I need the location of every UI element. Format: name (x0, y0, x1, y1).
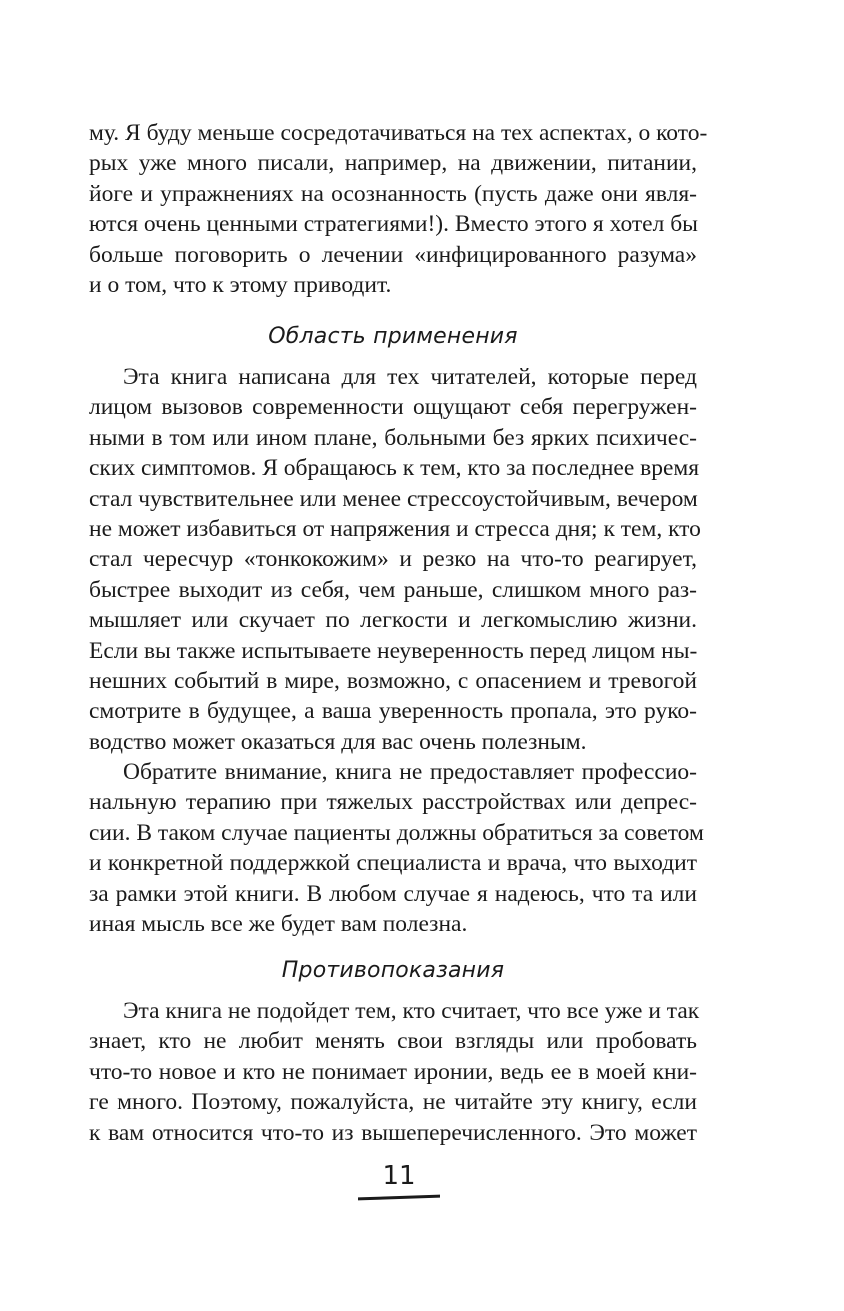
intro-paragraph (89, 118, 708, 300)
section-heading-scope: Область применения (268, 324, 518, 349)
text-line: к вам относится что-то из вышеперечисленного. Это может (89, 1119, 697, 1146)
text-line: иная мысль все же будет вам полезна. (89, 911, 468, 938)
text-line: ге много. Поэтому, пожалуйста, не читайте эту книгу, если (89, 1089, 697, 1116)
page-number-underline (358, 1195, 440, 1201)
text-line: рых уже много писали, например, на движении, питании, (89, 150, 697, 177)
text-line: не может избавиться от напряжения и стресса дня; к тем, кто (89, 516, 701, 543)
text-line: и конкретной поддержкой специалиста и врача, что выходит (89, 850, 697, 877)
text-line: Эта книга написана для тех читателей, которые перед (123, 364, 697, 390)
text-line: мышляет или скучает по легкости и легкомыслию жизни. (89, 607, 697, 634)
text-line: стал чересчур «тонкокожим» и резко на что-то реагирует, (89, 546, 697, 573)
text-line: стал чувствительнее или менее стрессоустойчивым, вечером (89, 485, 698, 512)
scope-paragraph-2 (89, 757, 704, 939)
text-line: йоге и упражнениях на осознанность (пусть даже они явля- (89, 180, 697, 207)
text-line: знает, кто не любит менять свои взгляды или пробовать (89, 1028, 697, 1055)
scope-paragraph-1 (89, 362, 701, 757)
contra-paragraph-1 (89, 996, 700, 1148)
text-line: нешних событий в мире, возможно, с опасением и тревогой (89, 668, 697, 695)
text-line: нальную терапию при тяжелых расстройствах или депрес- (89, 789, 697, 816)
text-line: Эта книга не подойдет тем, кто считает, что все уже и так (123, 998, 700, 1024)
text-line: Обратите внимание, книга не предоставляет профессио- (123, 759, 697, 785)
page-number: 11 (382, 1161, 416, 1191)
text-line: ются очень ценными стратегиями!). Вместо этого я хотел бы (89, 211, 698, 238)
text-line: ными в том или ином плане, больными без ярких психичес- (89, 424, 697, 451)
text-line: быстрее выходит из себя, чем раньше, слишком много раз- (89, 576, 697, 603)
text-line: и о том, что к этому приводит. (89, 272, 392, 299)
section-heading-contraindications: Противопоказания (281, 958, 505, 983)
text-line: ских симптомов. Я обращаюсь к тем, кто за последнее время (89, 455, 700, 482)
text-line: сии. В таком случае пациенты должны обратиться за советом (89, 819, 704, 846)
text-line: му. Я буду меньше сосредотачиваться на тех аспектах, о кото- (89, 120, 708, 146)
text-line: смотрите в будущее, а ваша уверенность пропала, это руко- (89, 698, 697, 725)
text-line: Если вы также испытываете неуверенность перед лицом ны- (89, 637, 698, 664)
text-line: за рамки этой книги. В любом случае я надеюсь, что та или (89, 880, 697, 907)
text-line: что-то новое и кто не понимает иронии, ведь ее в моей кни- (89, 1058, 697, 1085)
text-line: больше поговорить о лечении «инфицированного разума» (89, 241, 697, 268)
text-line: водство может оказаться для вас очень полезным. (89, 728, 587, 755)
text-line: лицом вызовов современности ощущают себя перегружен- (89, 394, 697, 421)
